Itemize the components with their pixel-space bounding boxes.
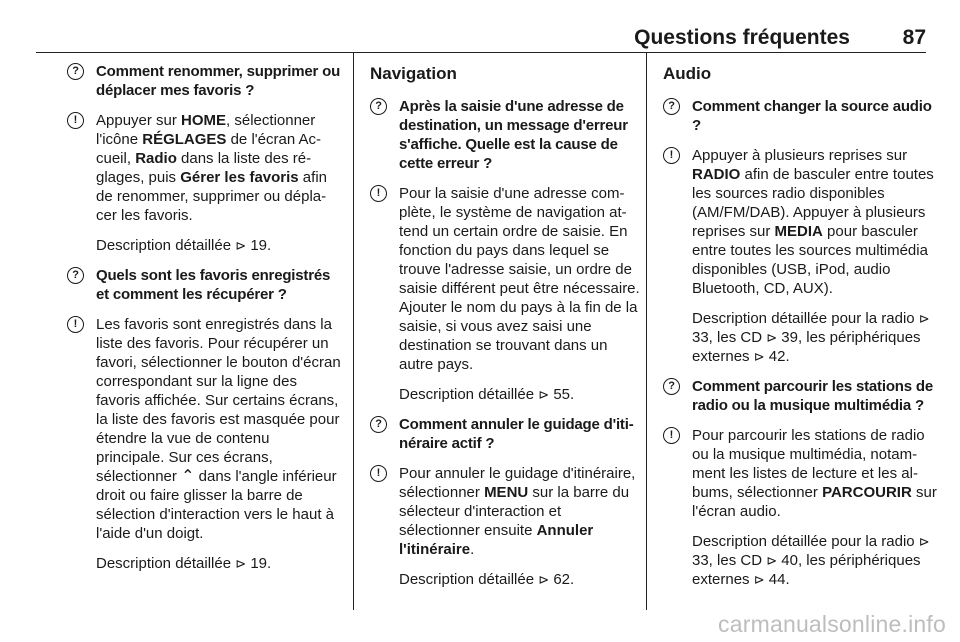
question: ? Comment renommer, supprimer ou déplacer mes favoris ? — [67, 62, 341, 100]
answer-icon: ! — [67, 316, 84, 333]
question-icon: ? — [67, 267, 84, 284]
question-icon: ? — [663, 378, 680, 395]
question: ? Comment parcourir les stations de radio ou la musique multimédia ? — [663, 377, 937, 415]
question: ? Comment annuler le guidage d'itinéraire actif ? — [370, 415, 644, 453]
reference: Description détaillée ⊳ 19. — [96, 555, 272, 572]
question: ? Comment changer la source audio ? — [663, 97, 937, 135]
page-title: Questions fréquentes — [634, 26, 850, 49]
reference: Description détaillée ⊳ 19. — [96, 237, 272, 254]
ref-arrow-icon: ⊳ — [766, 330, 778, 345]
answer: ! Pour parcourir les stations de radio ou la musique multimédia, notamment les listes de lecture et les albums, sélectionner PARCOURIR sur l'écran audio. — [663, 426, 937, 521]
column-audio — [663, 62, 937, 600]
ref-arrow-icon: ⊳ — [235, 556, 247, 571]
question: ? Quels sont les favoris enregistrés et comment les récupérer ? — [67, 266, 341, 304]
column-favorites — [67, 62, 341, 584]
answer-icon: ! — [67, 112, 84, 129]
column-divider — [353, 52, 354, 610]
section-title: Navigation — [370, 64, 457, 83]
answer-icon: ! — [370, 465, 387, 482]
page-header — [36, 0, 926, 53]
reference: Description détaillée pour la radio ⊳ 33, les CD ⊳ 39, les périphériques externes ⊳ 42. — [692, 310, 930, 365]
question-icon: ? — [370, 416, 387, 433]
chevron-up-icon: ⌃ — [181, 468, 195, 485]
answer: ! Appuyer à plusieurs reprises sur RADIO afin de basculer entre toutes les sources radio disponibles (AM/FM/DAB). Appuyer à plusieurs reprises sur MEDIA pour basculer entre toutes les sources multimédia disponibles (USB, iPod, audio Bluetooth, CD, AUX). — [663, 146, 937, 298]
answer: ! Appuyer sur HOME, sélectionner l'icône RÉGLAGES de l'écran Accueil, Radio dans la liste des réglages, puis Gérer les favoris afin de renommer, supprimer ou déplacer les favoris. — [67, 111, 341, 225]
ref-arrow-icon: ⊳ — [753, 349, 765, 364]
answer: ! Pour annuler le guidage d'itinéraire, sélectionner MENU sur la barre du sélecteur d'interaction et sélectionner ensuite Annuler l'itinéraire. — [370, 464, 644, 559]
ref-arrow-icon: ⊳ — [918, 311, 930, 326]
ref-arrow-icon: ⊳ — [918, 534, 930, 549]
ref-arrow-icon: ⊳ — [235, 238, 247, 253]
ref-arrow-icon: ⊳ — [766, 553, 778, 568]
answer: ! Pour la saisie d'une adresse complète, le système de navigation attend un certain ordre de saisie. En fonction du pays dans lequel se trouve l'adresse saisie, un ordre de saisie différent peut être nécessaire. Ajouter le nom du pays à la fin de la saisie, si vous avez saisi une destination se trouvant dans un autre pays. — [370, 184, 644, 374]
reference: Description détaillée ⊳ 55. — [399, 386, 575, 403]
reference: Description détaillée pour la radio ⊳ 33, les CD ⊳ 40, les périphériques externes ⊳ 44. — [692, 533, 930, 588]
watermark: carmanualsonline.info — [718, 611, 946, 637]
question-icon: ? — [67, 63, 84, 80]
answer-icon: ! — [370, 185, 387, 202]
answer-icon: ! — [663, 427, 680, 444]
ref-arrow-icon: ⊳ — [538, 572, 550, 587]
page-number: 87 — [902, 26, 926, 49]
ref-arrow-icon: ⊳ — [538, 387, 550, 402]
column-divider — [646, 52, 647, 610]
section-title: Audio — [663, 64, 712, 83]
reference: Description détaillée ⊳ 62. — [399, 571, 575, 588]
column-navigation — [370, 62, 644, 600]
answer-icon: ! — [663, 147, 680, 164]
question-icon: ? — [663, 98, 680, 115]
question-icon: ? — [370, 98, 387, 115]
ref-arrow-icon: ⊳ — [753, 572, 765, 587]
answer: ! Les favoris sont enregistrés dans la liste des favoris. Pour récupérer un favori, sélectionner le bouton d'écran correspondant sur la ligne des favoris affichée. Sur certains écrans, la liste des favoris est masquée pour étendre la vue de contenu principale. Sur ces écrans, sélectionner ⌃ dans l'angle inférieur droit ou faire glisser la barre de sélection d'interaction vers le haut à l'aide d'un doigt. — [67, 315, 341, 543]
question: ? Après la saisie d'une adresse de destination, un message d'erreur s'affiche. Quelle est la cause de cette erreur ? — [370, 97, 644, 173]
